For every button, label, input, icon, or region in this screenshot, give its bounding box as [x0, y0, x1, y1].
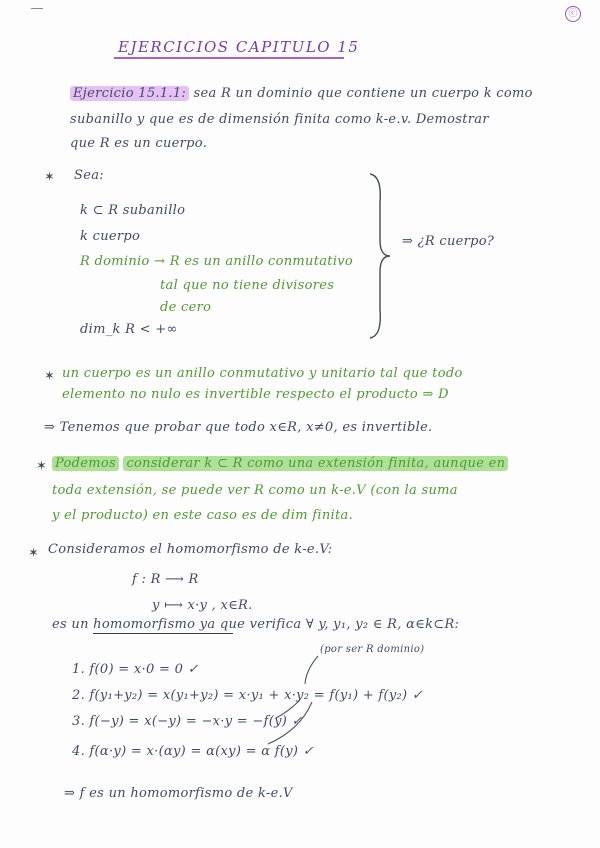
bullet-star: ✶	[44, 170, 55, 185]
sea-heading: Sea:	[74, 168, 104, 183]
def-cuerpo-1b: tal que todo	[379, 366, 463, 381]
hom-note: (por ser R dominio)	[320, 644, 425, 655]
hom-intro: Consideramos el homomorfismo de k-e.V:	[48, 542, 333, 557]
sea-conclusion: ⇒ ¿R cuerpo?	[402, 234, 495, 249]
podemos-line-2: toda extensión, se puede ver R como un k-e.V (con la suma	[52, 483, 458, 498]
exercise-line-2: subanillo y que es de dimensión finita como k-e.v. Demostrar	[70, 112, 489, 127]
exercise-label: Ejercicio 15.1.1:	[70, 86, 189, 101]
podemos-rest: considerar k ⊂ R como una extensión finita, aunque en	[123, 456, 508, 471]
property-1: 1. f(0) = x·0 = 0 ✓	[72, 662, 199, 677]
bullet-star-3: ✶	[36, 459, 47, 474]
page-title: EJERCICIOS CAPITULO 15	[118, 38, 360, 56]
hom-verifica: ya que verifica ∀ y, y₁, y₂ ∈ R, α∈k⊂R:	[199, 617, 460, 632]
podemos-highlight: Podemos	[52, 456, 119, 471]
def-cuerpo-line-2: elemento no nulo es invertible respecto el producto ⇒ D	[62, 387, 449, 402]
hom-es-hom: es un homomorfismo	[52, 617, 196, 632]
sea-item-3-green: R es un anillo conmutativo	[169, 254, 354, 269]
property-4: 4. f(α·y) = x·(αy) = α(xy) = α f(y) ✓	[72, 744, 314, 759]
tenemos-line: ⇒ Tenemos que probar que todo x∈R, x≠0, es invertible.	[44, 420, 433, 435]
sea-item-3-line3: de cero	[160, 300, 212, 315]
def-cuerpo-1a: un cuerpo es un anillo conmutativo y unitario	[62, 366, 376, 381]
sea-item-3-prefix: R dominio →	[80, 254, 166, 269]
sea-item-1: k ⊂ R subanillo	[80, 203, 186, 218]
exercise-line-3: que R es un cuerpo.	[70, 136, 208, 151]
hom-conclusion: ⇒ f es un homomorfismo de k-e.V	[64, 786, 293, 801]
property-3: 3. f(−y) = x(−y) = −x·y = −f(y) ✓	[72, 714, 303, 729]
sea-item-4: dim_k R < +∞	[80, 322, 178, 337]
hom-map-2: y ⟼ x·y , x∈R.	[152, 598, 253, 613]
page-corner-symbol: ⓒ	[565, 6, 581, 22]
sea-item-2: k cuerpo	[80, 229, 141, 244]
bullet-star-4: ✶	[28, 546, 39, 561]
sea-item-3-line2: tal que no tiene divisores	[160, 278, 335, 293]
exercise-text-1: sea R un dominio que contiene un cuerpo k como	[193, 86, 533, 101]
podemos-line-3: y el producto) en este caso es de dim finita.	[52, 508, 354, 523]
hom-map-1: f : R ⟶ R	[132, 572, 199, 587]
property-2: 2. f(y₁+y₂) = x(y₁+y₂) = x·y₁ + x·y₂ = f(y₁) + f(y₂) ✓	[72, 688, 424, 703]
bullet-star-2: ✶	[44, 369, 55, 384]
